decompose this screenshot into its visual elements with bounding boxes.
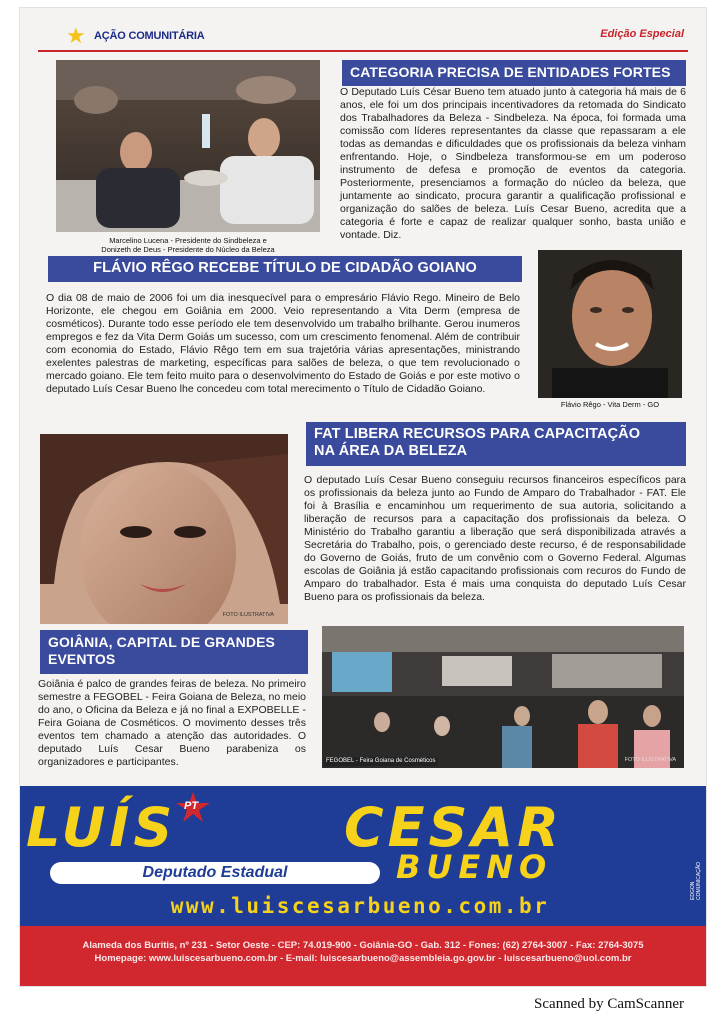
article1-body: O Deputado Luís César Bueno tem atuado junto à categoria há mais de 6 anos, ele foi um dos principais incentivadores da retomada do Sindicato dos Trabalhadores da Beleza - Sindbeleza. Na época, foi formada uma comissão com líderes representantes da classe que repassaram a ele todas as demandas e dificuldades que os profissionais da beleza vinham enfrentando. Hoje, o Sindbeleza transformou-se em um poderoso instrumento de defesa e promoção de eventos da categoria. Posteriormente, presenciamos a formação do núcleo da beleza, que juntamente ao sindicato, procura garantir a qualificação profissional e organização do salões de beleza. Luís Cesar Bueno, acredita que a categoria é forte e capaz de realizar qualquer sonho, basta união e vontade. Diz. (340, 86, 686, 241)
candidate-banner (20, 786, 706, 926)
article4-body: Goiânia é palco de grandes feiras de beleza. No primeiro semestre a FEGOBEL - Feira Goiana de Beleza, no meio do ano, o Oficina da Beleza e já no final a EXPOBELLE - Feira Goiana de Cosméticos. O movimento desses três eventos tem chamado a atenção das autoridades. O deputado Luís Cesar Bueno parabeniza os organizadores e participantes. (38, 678, 306, 768)
event-photo (322, 626, 684, 768)
article2-body: O dia 08 de maio de 2006 foi um dia inesquecível para o empresário Flávio Rego. Mineiro de Belo Horizonte, ele chegou em Goiânia em 2000. Veio representando a Vita Derm (empresa de cosméticos). Durante todo esse período ele tem desenvolvido um trabalho brilhante. Gerou inumeros empregos e fez da Vita Derm Goiás um sucesso, com um crescimento fenomenal. Além de contribuir com economia do Estado, Flávio Rêgo tem em sua trajetória várias apresentações, ministrando exelentes palestras de marketing, específicas para salões de beleza, o que tem revolucionado o mercado goiano. Ele tem feito muito para o desenvolvimento do Estado de Goiás e por este motivo o deputado Luís Cesar Bueno lhe concedeu com total merecimento o Título de Cidadão Goiano. (46, 292, 520, 395)
article2-heading: FLÁVIO RÊGO RECEBE TÍTULO DE CIDADÃO GOIANO (48, 256, 522, 282)
contact-footer (20, 926, 706, 986)
contacts-line: Homepage: www.luiscesarbueno.com.br - E-mail: luiscesarbueno@assembleia.go.gov.br - luiscesarbueno@uol.com.br (94, 953, 632, 964)
meeting-photo (56, 60, 320, 232)
photo-credit: FOTO ILUSTRATIVA (222, 612, 274, 618)
article3-body: O deputado Luís Cesar Bueno conseguiu recursos financeiros específicos para os profissionais da beleza junto ao Fundo de Amparo do Trabalhador - FAT. Ele foi à Brasília e encaminhou um requerimento de sua autoria, solicitando a liberação de recursos para a capacitação dos profissionais da beleza. O Ministério do Trabalho garantiu a liberação que será disponibilizada através a Secretária do Trabalho, pois, o gerenciado deste recurso, é de responsabilidade do Governo de Goiás, fruto de um convênio com o Governo Federal. Algumas escolas de Goiânia já estão capacitando profissionais com recuros do Fundo de Amparo do trabalhador. Esta é mais uma conquista do deputado Luís Cesar Bueno para os profissionais da beleza. (304, 474, 686, 603)
heading-line: GOIÂNIA, CAPITAL DE GRANDES (48, 634, 275, 650)
candidate-last-name: BUENO (396, 848, 553, 886)
article4-photo (322, 626, 684, 768)
caption-line: Marcelino Lucena - Presidente do Sindbeleza e (109, 236, 267, 245)
candidate-role: Deputado Estadual (142, 864, 288, 881)
party-label: PT (184, 800, 199, 812)
star-icon: ★ (66, 23, 86, 48)
candidate-first-name: LUÍS (26, 796, 177, 859)
article1-photo (56, 60, 320, 232)
article2-caption: Flávio Rêgo - Vita Derm - GO (560, 400, 660, 409)
article4-caption: FEGOBEL - Feira Goiana de Cosméticos (326, 758, 436, 764)
edition-label: Edição Especial (600, 28, 684, 40)
portrait-photo (538, 250, 682, 398)
page-header (38, 24, 688, 52)
address-line: Alameda dos Buritis, nº 231 - Setor Oeste - CEP: 74.019-900 - Goiânia-GO - Gab. 312 - Fones: (62) 2764-3007 - Fax: 2764-3075 (82, 940, 644, 951)
heading-line: EVENTOS (48, 651, 116, 667)
website-link[interactable]: www.luiscesarbueno.com.br (170, 894, 550, 918)
heading-line: FAT LIBERA RECURSOS PARA CAPACITAÇÃO (314, 426, 641, 442)
model-photo (40, 434, 288, 624)
caption-line: Donizeth de Deus - Presidente do Núcleo da Beleza (101, 245, 275, 254)
publisher-credit: EDGON COMUNICAÇÃO (690, 861, 702, 900)
heading-line: NA ÁREA DA BELEZA (314, 443, 468, 459)
section-title: AÇÃO COMUNITÁRIA (94, 30, 205, 42)
article1-caption (56, 236, 320, 254)
scanner-watermark: Scanned by CamScanner (534, 996, 684, 1012)
article3-heading (306, 422, 686, 466)
photo-credit: FOTO ILUSTRATIVA (624, 757, 676, 763)
article2-photo (538, 250, 682, 398)
article3-photo (40, 434, 288, 624)
article1-heading: CATEGORIA PRECISA DE ENTIDADES FORTES (342, 60, 686, 86)
candidate-middle-name: CESAR (344, 796, 563, 859)
article4-heading (40, 630, 308, 674)
